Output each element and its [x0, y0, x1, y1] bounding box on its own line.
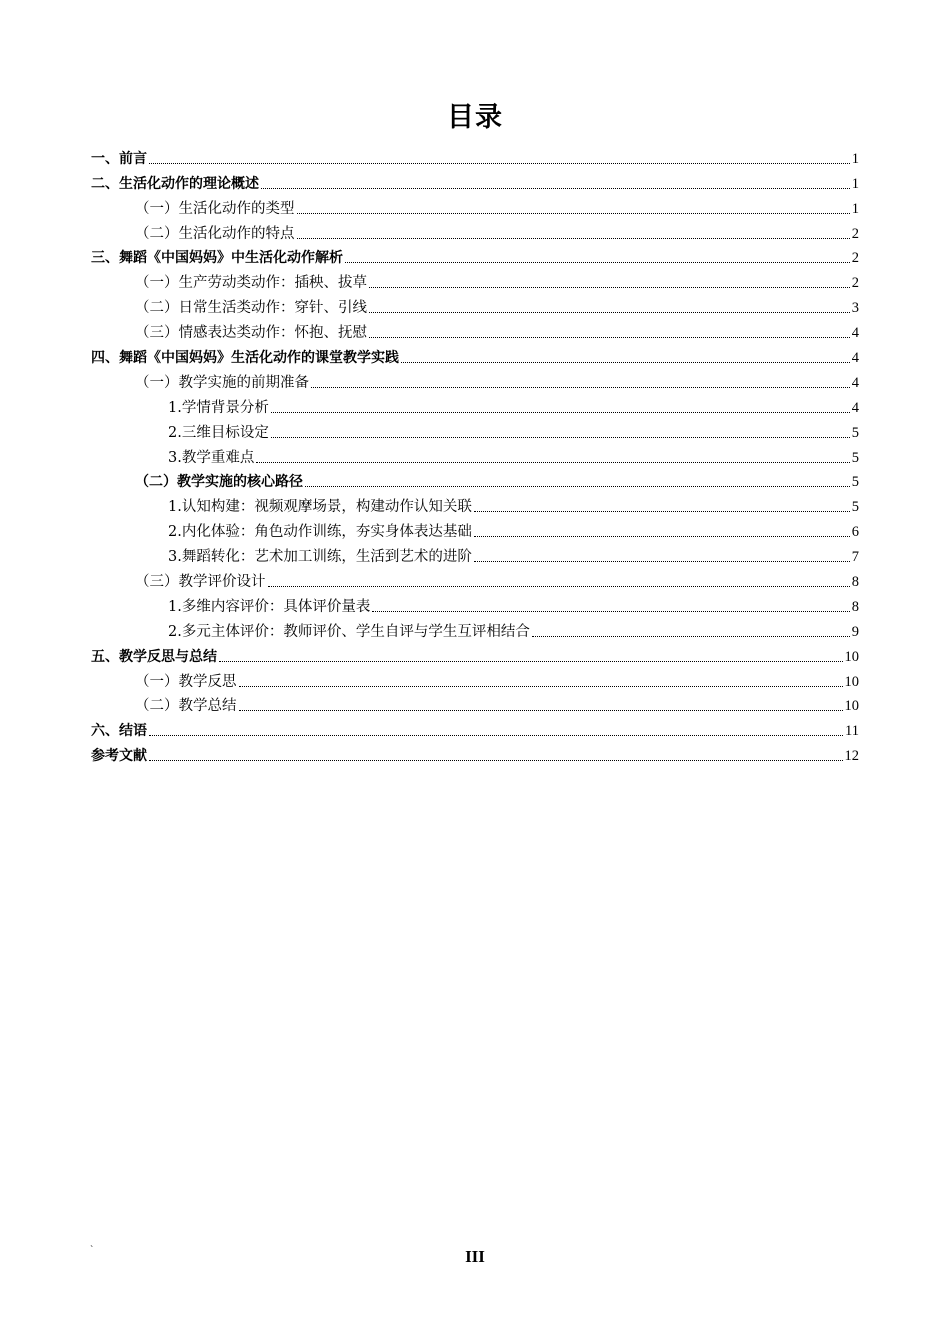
dot-leader [268, 586, 850, 587]
toc-entry[interactable] [91, 691, 859, 716]
dot-leader [305, 486, 850, 487]
toc-entry[interactable] [91, 392, 859, 417]
toc-entry-page: 2 [851, 250, 859, 267]
toc-entry[interactable] [91, 417, 859, 442]
toc-entry[interactable] [91, 566, 859, 591]
toc-entry[interactable] [91, 193, 859, 218]
dot-leader [369, 287, 850, 288]
dot-leader [219, 661, 843, 662]
dot-leader [474, 536, 850, 537]
toc-entry-text: 3.教学重难点 [168, 449, 255, 466]
toc-entry-page: 10 [844, 673, 859, 690]
toc-entry-page: 11 [845, 723, 859, 740]
toc-entry[interactable] [91, 168, 859, 193]
toc-entry[interactable] [91, 267, 859, 292]
toc-entry-page: 1 [851, 150, 859, 167]
dot-leader [297, 238, 850, 239]
dot-leader [271, 437, 850, 438]
toc-entry[interactable] [91, 516, 859, 541]
toc-entry-text: （一）生产劳动类动作：插秧、拔草 [135, 275, 367, 292]
toc-entry[interactable] [91, 641, 859, 666]
dot-leader [149, 163, 850, 164]
toc-entry-page: 10 [844, 698, 859, 715]
dot-leader [149, 760, 843, 761]
toc-entry-text: 2.多元主体评价：教师评价、学生自评与学生互评相结合 [168, 623, 530, 640]
toc-entry[interactable] [91, 591, 859, 616]
toc-entry[interactable] [91, 616, 859, 641]
toc-entry[interactable] [91, 491, 859, 516]
toc-entry[interactable] [91, 218, 859, 243]
toc-entry-text: 1.学情背景分析 [168, 399, 269, 416]
toc-title: 目录 [447, 102, 503, 133]
toc-entry-page: 1 [851, 200, 859, 217]
toc-entry[interactable] [91, 243, 859, 268]
toc-entry-page: 1 [851, 175, 859, 192]
toc-entry-page: 4 [851, 350, 859, 367]
toc-entry-text: 一、前言 [91, 150, 147, 167]
toc-entry-text: 2.内化体验：角色动作训练，夯实身体表达基础 [168, 524, 472, 541]
dot-leader [369, 337, 850, 338]
table-of-contents [91, 143, 859, 765]
dot-leader [474, 511, 850, 512]
toc-entry-text: 3.舞蹈转化：艺术加工训练，生活到艺术的进阶 [168, 549, 472, 566]
footer-mark: ` [90, 1245, 94, 1256]
toc-entry-text: （三）情感表达类动作：怀抱、抚慰 [135, 325, 367, 342]
dot-leader [239, 710, 843, 711]
toc-entry[interactable] [91, 442, 859, 467]
toc-entry[interactable] [91, 143, 859, 168]
toc-entry-text: 六、结语 [91, 723, 147, 740]
dot-leader [401, 362, 850, 363]
toc-entry-text: 2.三维目标设定 [168, 424, 269, 441]
toc-entry-text: （二）生活化动作的特点 [135, 225, 295, 242]
toc-entry-page: 2 [851, 275, 859, 292]
dot-leader [239, 686, 843, 687]
toc-entry-page: 5 [851, 424, 859, 441]
toc-entry-text: 参考文献 [91, 748, 147, 765]
dot-leader [271, 412, 850, 413]
toc-entry-page: 7 [851, 549, 859, 566]
toc-entry-text: （二）教学实施的核心路径 [135, 474, 303, 491]
toc-entry-text: （二）教学总结 [135, 698, 237, 715]
toc-entry[interactable] [91, 292, 859, 317]
toc-entry-page: 5 [851, 499, 859, 516]
toc-entry-text: （三）教学评价设计 [135, 574, 266, 591]
toc-entry-text: （一）生活化动作的类型 [135, 200, 295, 217]
footer-page-number: III [465, 1247, 485, 1266]
toc-entry-page: 8 [851, 574, 859, 591]
dot-leader [532, 636, 850, 637]
toc-entry-page: 12 [844, 748, 859, 765]
toc-entry[interactable] [91, 666, 859, 691]
toc-entry-text: 1.认知构建：视频观摩场景，构建动作认知关联 [168, 499, 472, 516]
dot-leader [311, 387, 850, 388]
toc-entry-text: 1.多维内容评价：具体评价量表 [168, 598, 371, 615]
toc-entry-page: 4 [851, 325, 859, 342]
dot-leader [372, 611, 849, 612]
toc-entry-text: 五、教学反思与总结 [91, 648, 217, 665]
dot-leader [345, 262, 850, 263]
toc-entry[interactable] [91, 715, 859, 740]
toc-entry-text: 三、舞蹈《中国妈妈》中生活化动作解析 [91, 250, 343, 267]
dot-leader [369, 312, 850, 313]
toc-entry-text: （二）日常生活类动作：穿针、引线 [135, 300, 367, 317]
toc-entry-page: 5 [851, 449, 859, 466]
toc-entry[interactable] [91, 367, 859, 392]
toc-entry-text: 二、生活化动作的理论概述 [91, 175, 259, 192]
toc-entry[interactable] [91, 467, 859, 492]
toc-entry-page: 4 [851, 399, 859, 416]
toc-entry[interactable] [91, 740, 859, 765]
toc-entry-page: 2 [851, 225, 859, 242]
toc-entry-page: 8 [851, 598, 859, 615]
dot-leader [256, 462, 849, 463]
dot-leader [297, 213, 850, 214]
toc-entry-page: 4 [851, 374, 859, 391]
toc-entry[interactable] [91, 541, 859, 566]
dot-leader [261, 188, 850, 189]
toc-entry-text: （一）教学反思 [135, 673, 237, 690]
toc-entry[interactable] [91, 317, 859, 342]
dot-leader [149, 735, 843, 736]
toc-entry-text: （一）教学实施的前期准备 [135, 374, 309, 391]
dot-leader [474, 561, 850, 562]
toc-entry-page: 10 [844, 648, 859, 665]
toc-entry-page: 6 [851, 524, 859, 541]
toc-entry[interactable] [91, 342, 859, 367]
toc-entry-page: 9 [851, 623, 859, 640]
toc-entry-text: 四、舞蹈《中国妈妈》生活化动作的课堂教学实践 [91, 350, 399, 367]
toc-entry-page: 5 [851, 474, 859, 491]
toc-entry-page: 3 [851, 300, 859, 317]
